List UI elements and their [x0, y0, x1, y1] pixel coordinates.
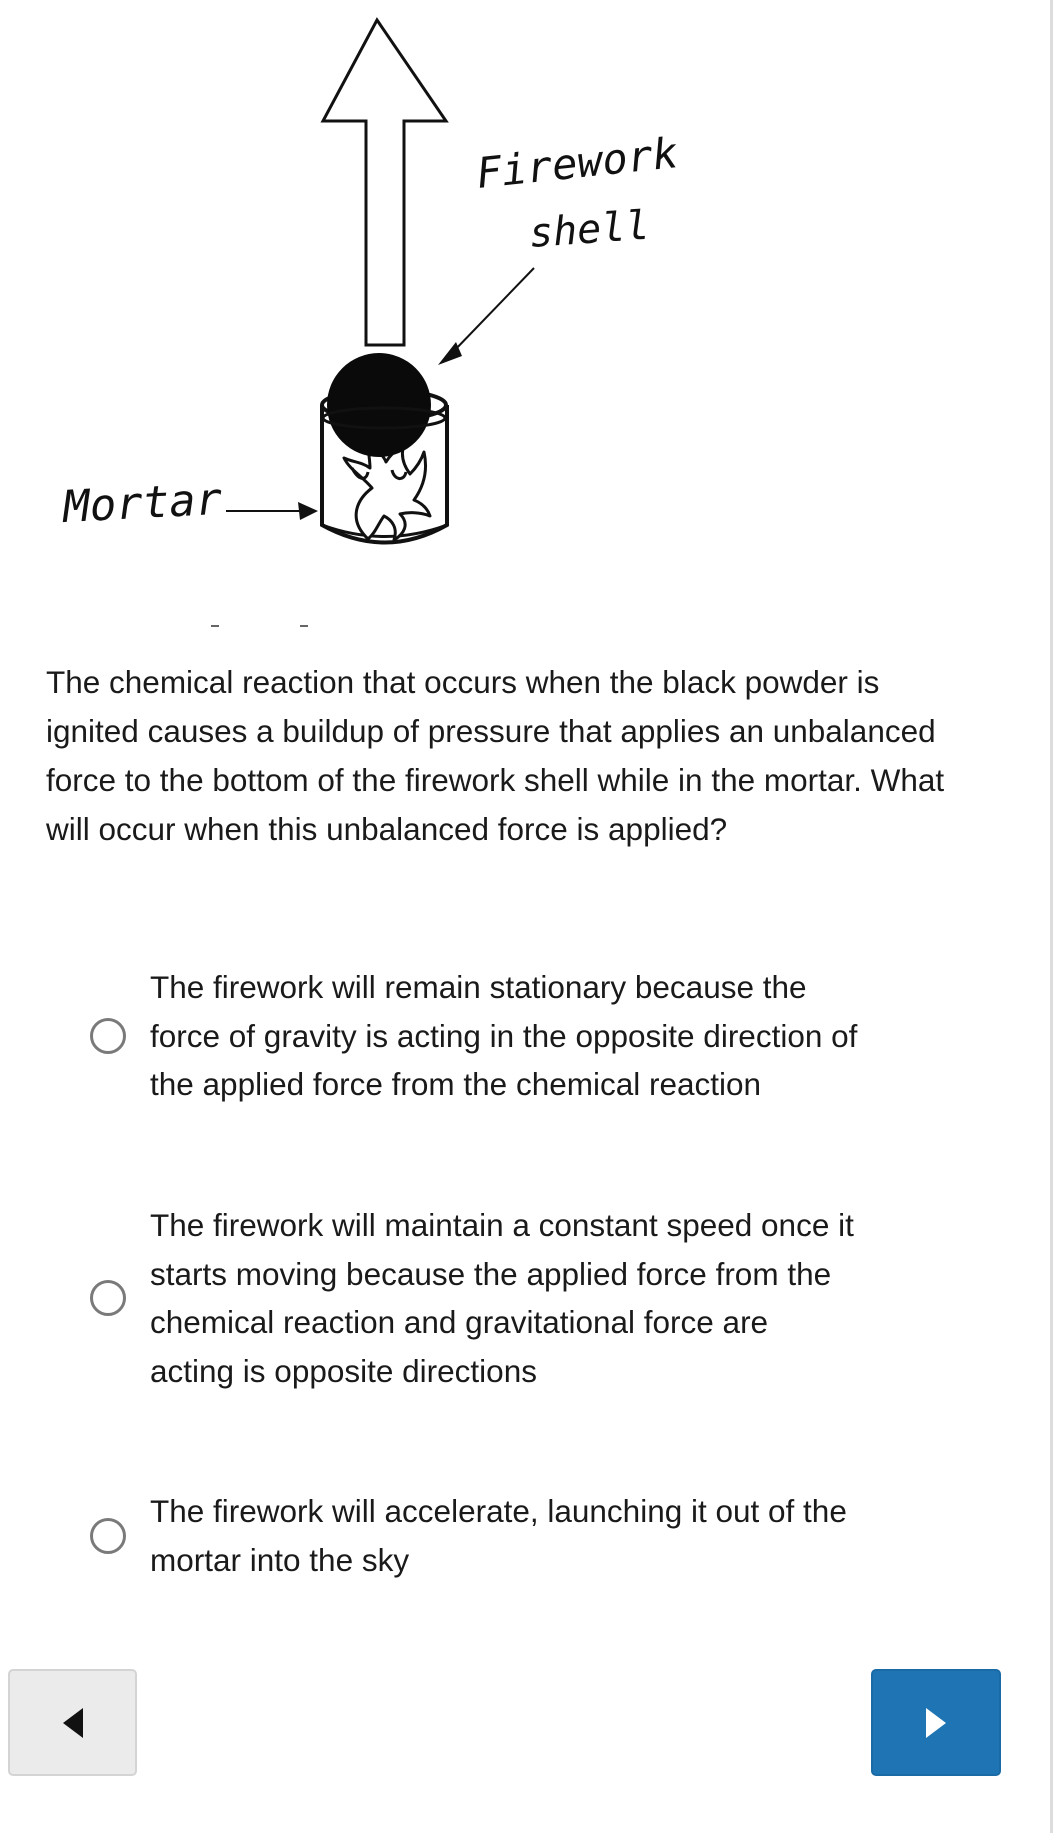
triangle-right-icon [926, 1708, 946, 1738]
radio-button[interactable] [90, 1280, 126, 1316]
answer-option-2[interactable] [90, 1201, 970, 1395]
option-label: The firework will maintain a constant speed once it starts moving because the applied force from the chemical reaction and gravitational force are acting is opposite directions [150, 1207, 854, 1389]
shell-pointer [452, 268, 534, 353]
triangle-left-icon [63, 1708, 83, 1738]
answer-option-3[interactable] [90, 1487, 970, 1584]
firework-label: Firework [473, 128, 681, 198]
option-label: The firework will accelerate, launching it out of the mortar into the sky [150, 1493, 847, 1578]
next-button[interactable] [871, 1669, 1001, 1776]
radio-button[interactable] [90, 1018, 126, 1054]
force-arrow [323, 20, 446, 345]
previous-button[interactable] [8, 1669, 137, 1776]
firework-shell [327, 353, 431, 457]
firework-diagram [0, 0, 1053, 640]
mortar-label: Mortar [61, 473, 224, 533]
shell-label: shell [527, 202, 651, 257]
radio-button[interactable] [90, 1518, 126, 1554]
option-label: The firework will remain stationary because the force of gravity is acting in the opposite direction of the applied force from the chemical reaction [150, 969, 858, 1102]
answer-option-1[interactable] [90, 963, 970, 1109]
question-text: The chemical reaction that occurs when the black powder is ignited causes a buildup of pressure that applies an unbalanced force to the bottom of the firework shell while in the mortar. What will occur when this unbalanced force is applied? [46, 664, 945, 847]
